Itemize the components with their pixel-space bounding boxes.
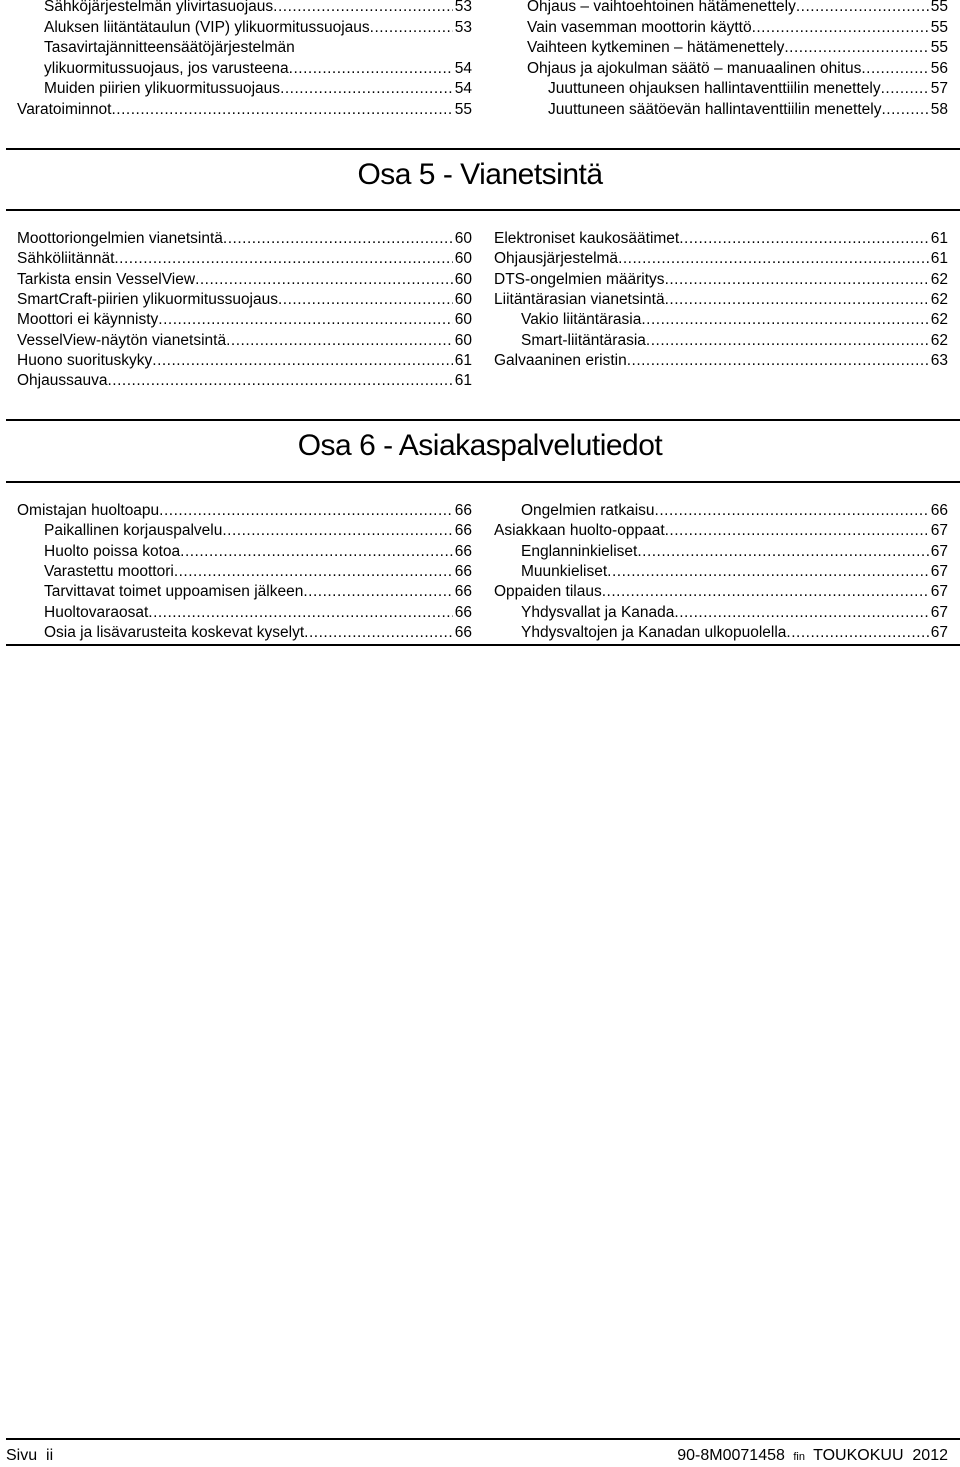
toc-entry[interactable] — [17, 351, 472, 371]
toc-entry-title: Oppaiden tilaus — [494, 583, 602, 601]
toc-entry-page: 62 — [930, 331, 948, 349]
toc-entry-title: Huoltovaraosat — [44, 603, 149, 621]
toc-entry-page: 67 — [930, 562, 948, 580]
dot-leader — [627, 351, 929, 371]
dot-leader — [646, 331, 929, 351]
toc-entry[interactable] — [17, 371, 472, 391]
toc-entry-title: Englanninkieliset — [521, 542, 638, 560]
toc-entry[interactable] — [17, 290, 472, 310]
dot-leader — [158, 310, 452, 330]
divider — [6, 644, 960, 646]
toc-entry[interactable] — [17, 501, 472, 521]
toc-entry[interactable] — [527, 59, 948, 79]
toc-entry-title: Huolto poissa kotoa — [44, 542, 181, 560]
toc-entry[interactable] — [17, 229, 472, 249]
toc-entry[interactable] — [44, 38, 472, 58]
dot-leader — [618, 249, 929, 269]
toc-entry-page: 55 — [930, 39, 948, 56]
dot-leader — [752, 18, 929, 38]
dot-leader — [641, 310, 928, 330]
dot-leader — [881, 100, 928, 120]
dot-leader — [289, 59, 453, 79]
toc-entry-page: 54 — [454, 59, 472, 77]
dot-leader — [304, 623, 453, 643]
toc-entry-title: Vain vasemman moottorin käyttö — [527, 18, 752, 36]
toc-entry-page: 66 — [454, 562, 472, 580]
toc-entry[interactable] — [44, 521, 472, 541]
toc-entry[interactable] — [494, 249, 948, 269]
dot-leader — [152, 351, 452, 371]
dot-leader — [637, 542, 928, 562]
toc-entry[interactable] — [17, 100, 472, 120]
toc-entry[interactable] — [527, 38, 948, 58]
toc-entry-title: Varastettu moottori — [44, 562, 174, 580]
toc-entry-page: 58 — [930, 100, 948, 118]
dot-leader — [861, 59, 928, 79]
toc-entry-title: Muunkieliset — [521, 562, 608, 580]
toc-entry[interactable] — [17, 270, 472, 290]
toc-entry-title: Ohjaus – vaihtoehtoinen hätämenettely — [527, 0, 796, 15]
toc-entry-title: Moottoriongelmien vianetsintä — [17, 230, 223, 247]
toc-entry-title: Muiden piirien ylikuormitussuojaus — [44, 80, 281, 97]
dot-leader — [174, 562, 453, 582]
toc-entry-page: 67 — [930, 603, 948, 621]
toc-entry-page: 60 — [454, 311, 472, 329]
toc-entry-page: 62 — [930, 270, 948, 288]
toc-entry-page: 63 — [930, 351, 948, 369]
toc-entry[interactable] — [44, 603, 472, 623]
toc-entry[interactable] — [494, 351, 948, 371]
dot-leader — [303, 582, 452, 602]
toc-entry-page: 54 — [454, 80, 472, 97]
toc-entry-page: 55 — [930, 0, 948, 15]
toc-entry-page: 61 — [930, 250, 948, 268]
toc-entry[interactable] — [527, 0, 948, 17]
toc-entry[interactable] — [17, 331, 472, 351]
toc-entry[interactable] — [521, 310, 948, 330]
toc-entry-title: Tarkista ensin VesselView — [17, 270, 196, 288]
toc-entry-title: DTS-ongelmien määritys — [494, 270, 665, 288]
dot-leader — [148, 603, 452, 623]
toc-entry[interactable] — [494, 521, 948, 541]
footer-doc-info — [677, 1446, 948, 1467]
toc-entry[interactable] — [521, 501, 948, 521]
toc-entry[interactable] — [44, 79, 472, 99]
footer-page-label: Sivu ii — [6, 1447, 54, 1464]
toc-entry-page: 62 — [930, 311, 948, 329]
toc-entry-title: Aluksen liitäntätaulun (VIP) ylikuormitussuojaus — [44, 18, 370, 36]
section-5-heading: Osa 5 - Vianetsintä — [357, 158, 603, 191]
toc-entry[interactable] — [44, 59, 472, 79]
language-code: fin — [793, 1451, 805, 1463]
dot-leader — [107, 371, 452, 391]
toc-entry[interactable] — [44, 542, 472, 562]
divider — [6, 209, 960, 211]
dot-leader — [114, 249, 452, 269]
toc-entry-title: Yhdysvallat ja Kanada — [521, 603, 675, 621]
dot-leader — [786, 623, 928, 643]
toc-entry-page: 55 — [930, 18, 948, 36]
toc-entry-page: 53 — [454, 0, 472, 15]
toc-entry-page: 60 — [454, 250, 472, 268]
toc-entry-title: Elektroniset kaukosäätimet — [494, 230, 680, 247]
toc-entry[interactable] — [521, 331, 948, 351]
toc-entry-title: Omistajan huoltoapu — [17, 502, 160, 519]
toc-entry-page: 66 — [454, 603, 472, 621]
toc-entry-title: Ohjaus ja ajokulman säätö – manuaalinen ohitus — [527, 59, 862, 77]
footer-divider — [6, 1438, 960, 1440]
toc-entry-title: Juuttuneen ohjauksen hallintaventtiilin menettely — [548, 80, 881, 97]
toc-entry[interactable] — [44, 582, 472, 602]
toc-entry[interactable] — [521, 562, 948, 582]
toc-entry-title: Tasavirtajännitteensäätöjärjestelmän — [44, 39, 295, 56]
toc-entry-page: 67 — [930, 522, 948, 540]
toc-entry-page: 66 — [454, 542, 472, 560]
toc-entry-page: 61 — [930, 230, 948, 247]
dot-leader — [881, 79, 929, 99]
dot-leader — [665, 290, 929, 310]
toc-entry-page: 66 — [454, 502, 472, 519]
toc-entry-page: 56 — [930, 59, 948, 77]
toc-entry-page: 67 — [930, 623, 948, 641]
toc-entry-title: VesselView-näytön vianetsintä — [17, 331, 227, 349]
toc-entry-title: Asiakkaan huolto-oppaat — [494, 522, 665, 540]
dot-leader — [273, 0, 453, 17]
toc-entry-title: Ohjaussauva — [17, 372, 108, 390]
dot-leader — [223, 229, 453, 249]
dot-leader — [226, 331, 453, 351]
dot-leader — [280, 79, 453, 99]
toc-entry-title: Smart-liitäntärasia — [521, 331, 646, 349]
dot-leader — [784, 38, 928, 58]
toc-entry[interactable] — [494, 290, 948, 310]
dot-leader — [180, 542, 453, 562]
toc-entry-title: Vakio liitäntärasia — [521, 311, 642, 329]
toc-entry[interactable] — [494, 270, 948, 290]
toc-entry-page: 53 — [454, 18, 472, 36]
divider — [6, 148, 960, 150]
toc-entry[interactable] — [44, 562, 472, 582]
toc-entry-title: Liitäntärasian vianetsintä — [494, 290, 665, 308]
divider — [6, 419, 960, 421]
dot-leader — [655, 501, 929, 521]
toc-entry[interactable] — [44, 0, 472, 17]
dot-leader — [278, 290, 453, 310]
toc-entry-title: Moottori ei käynnisty — [17, 311, 159, 329]
toc-entry-title: Osia ja lisävarusteita koskevat kyselyt — [44, 623, 305, 641]
toc-entry[interactable] — [521, 623, 948, 643]
toc-entry[interactable] — [527, 18, 948, 38]
toc-entry-title: Sähköjärjestelmän ylivirtasuojaus — [44, 0, 274, 15]
toc-entry-title: Ohjausjärjestelmä — [494, 250, 619, 268]
toc-entry-page: 67 — [930, 542, 948, 560]
dot-leader — [195, 270, 453, 290]
toc-entry-title: Varatoiminnot — [17, 100, 112, 118]
publication-date: TOUKOKUU 2012 — [813, 1447, 948, 1464]
dot-leader — [159, 501, 453, 521]
toc-entry-page: 61 — [454, 351, 472, 369]
toc-entry-page: 67 — [930, 583, 948, 601]
dot-leader — [665, 270, 929, 290]
toc-entry-page: 55 — [454, 100, 472, 118]
toc-entry-title: Vaihteen kytkeminen – hätämenettely — [527, 39, 785, 56]
dot-leader — [370, 18, 453, 38]
toc-entry-page: 66 — [454, 583, 472, 601]
toc-entry-title: SmartCraft-piirien ylikuormitussuojaus — [17, 290, 278, 308]
toc-entry[interactable] — [548, 100, 948, 120]
toc-entry-page: 60 — [454, 290, 472, 308]
section-6-heading: Osa 6 - Asiakaspalvelutiedot — [297, 429, 663, 462]
toc-entry-title: Paikallinen korjauspalvelu — [44, 522, 223, 540]
toc-entry[interactable] — [44, 623, 472, 643]
toc-entry-title: Sähköliitännät — [17, 250, 115, 268]
dot-leader — [796, 0, 929, 17]
toc-entry-page: 60 — [454, 270, 472, 288]
toc-entry[interactable] — [17, 310, 472, 330]
toc-entry[interactable] — [521, 542, 948, 562]
toc-entry[interactable] — [17, 249, 472, 269]
dot-leader — [674, 603, 928, 623]
toc-entry-page: 66 — [454, 623, 472, 641]
toc-entry[interactable] — [521, 603, 948, 623]
toc-entry-title: Huono suorituskyky — [17, 351, 153, 369]
toc-entry-title: Tarvittavat toimet uppoamisen jälkeen — [44, 583, 304, 601]
toc-entry-title: Ongelmien ratkaisu — [521, 502, 655, 519]
toc-entry-page: 66 — [454, 522, 472, 540]
toc-entry-page: 57 — [930, 80, 948, 97]
toc-entry[interactable] — [44, 18, 472, 38]
doc-number: 90-8M0071458 — [677, 1447, 785, 1464]
toc-entry[interactable] — [494, 582, 948, 602]
toc-entry-title: Yhdysvaltojen ja Kanadan ulkopuolella — [521, 623, 787, 641]
toc-entry[interactable] — [548, 79, 948, 99]
toc-entry-title: Galvaaninen eristin — [494, 351, 627, 369]
dot-leader — [607, 562, 929, 582]
dot-leader — [665, 521, 929, 541]
toc-entry-title: Juuttuneen säätöevän hallintaventtiilin menettely — [548, 100, 882, 118]
toc-entry[interactable] — [494, 229, 948, 249]
divider — [6, 481, 960, 483]
dot-leader — [602, 582, 929, 602]
dot-leader — [679, 229, 929, 249]
dot-leader — [111, 100, 452, 120]
toc-entry-page: 66 — [930, 502, 948, 519]
toc-entry-title: ylikuormitussuojaus, jos varusteena — [44, 59, 289, 77]
toc-entry-page: 60 — [454, 331, 472, 349]
toc-entry-page: 61 — [454, 372, 472, 390]
toc-entry-page: 60 — [454, 230, 472, 247]
dot-leader — [222, 521, 452, 541]
toc-entry-page: 62 — [930, 290, 948, 308]
